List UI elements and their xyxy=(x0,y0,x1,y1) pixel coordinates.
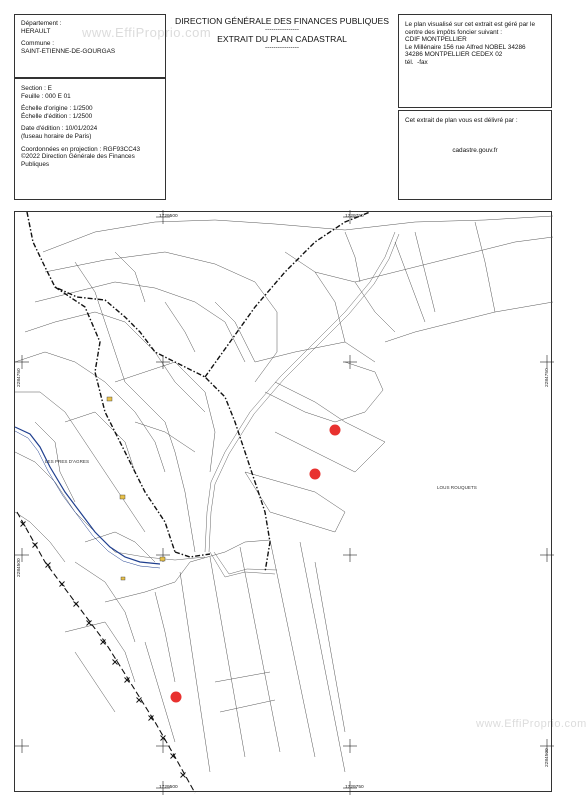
coordonnees-text: Coordonnées en projection : RGF93CC43 xyxy=(21,145,141,153)
coord-bottom-left-x: 1729500 xyxy=(159,785,178,790)
location-marker-1 xyxy=(330,425,341,436)
grid-crosses xyxy=(15,210,554,795)
feuille-text: Feuille : 000 E 01 xyxy=(21,92,71,100)
cdif-line-4: Le Millénaire 156 rue Alfred NOBEL 34286 xyxy=(405,43,526,51)
place-pres-dagres: LES PRES D'AGRES xyxy=(45,459,90,464)
cdif-line-5: 34286 MONTPELLIER CEDEX 02 xyxy=(405,51,503,59)
delivery-text: Cet extrait de plan vous est délivré par : xyxy=(405,117,518,124)
section-boundary-2 xyxy=(205,212,370,377)
fuseau-text: (fuseau horaire de Paris) xyxy=(21,132,92,140)
watermark-top: www.EffiProprio.com xyxy=(82,25,212,40)
cdif-line-3: CDIF MONTPELLIER xyxy=(405,36,467,44)
plan-info-box xyxy=(14,78,166,200)
coord-left-lower-y: 2284500 xyxy=(17,558,22,577)
cdif-line-1: Le plan visualisé sur cet extrait est géré par le xyxy=(405,21,536,28)
section-boundary-3 xyxy=(175,552,210,557)
coord-bottom-right-x: 1729750 xyxy=(345,785,364,790)
commune-label: Commune : xyxy=(21,40,55,48)
subtitle-divider: ---------------- xyxy=(264,43,300,51)
coord-top-left-x: 1729500 xyxy=(159,214,178,219)
commune-value: SAINT-ETIENNE-DE-GOURGAS xyxy=(21,47,116,55)
coord-left-upper-y: 2284750 xyxy=(17,368,22,387)
building-3 xyxy=(160,557,165,561)
coord-top-right-x: 1729750 xyxy=(345,214,364,219)
building-2 xyxy=(120,495,125,499)
map-drawing xyxy=(15,212,553,793)
department-boundary xyxy=(17,512,195,793)
location-marker-3 xyxy=(171,692,182,703)
cadastral-map xyxy=(14,211,552,792)
cdif-line-6: tél. -fax xyxy=(405,58,428,66)
building-4 xyxy=(121,577,125,580)
coord-right-lower-y: 2284500 xyxy=(545,748,550,767)
cdif-line-2: centre des impôts foncier suivant : xyxy=(405,28,502,36)
delivery-box xyxy=(398,110,552,200)
watermark-bottom: www.EffiProprio.com xyxy=(476,718,587,730)
location-marker-2 xyxy=(310,469,321,480)
header-commune-box xyxy=(14,14,166,78)
echelle-edition-text: Échelle d'édition : 1/2500 xyxy=(21,112,93,120)
header-title-block xyxy=(166,14,398,66)
coord-right-upper-y: 2284750 xyxy=(545,368,550,387)
header-cdif-box xyxy=(398,14,552,108)
section-text: Section : E xyxy=(21,85,52,92)
copyright-line-2: Publiques xyxy=(21,160,50,168)
departement-value: HERAULT xyxy=(21,27,51,35)
place-lous-rouquets: LOUS ROUQUETS xyxy=(437,485,477,490)
page-subtitle: EXTRAIT DU PLAN CADASTRAL xyxy=(217,33,347,44)
departement-label: Département : xyxy=(21,20,62,27)
commune-boundary xyxy=(27,212,270,572)
building-1 xyxy=(107,397,112,401)
date-edition-text: Date d'édition : 10/01/2024 xyxy=(21,125,98,133)
title-divider: ---------------- xyxy=(264,26,300,33)
page-title: DIRECTION GÉNÉRALE DES FINANCES PUBLIQUES xyxy=(175,16,389,26)
delivery-site[interactable]: cadastre.gouv.fr xyxy=(452,146,498,154)
echelle-origine-text: Échelle d'origine : 1/2500 xyxy=(21,105,93,113)
copyright-line-1: ©2022 Direction Générale des Finances xyxy=(21,153,135,161)
